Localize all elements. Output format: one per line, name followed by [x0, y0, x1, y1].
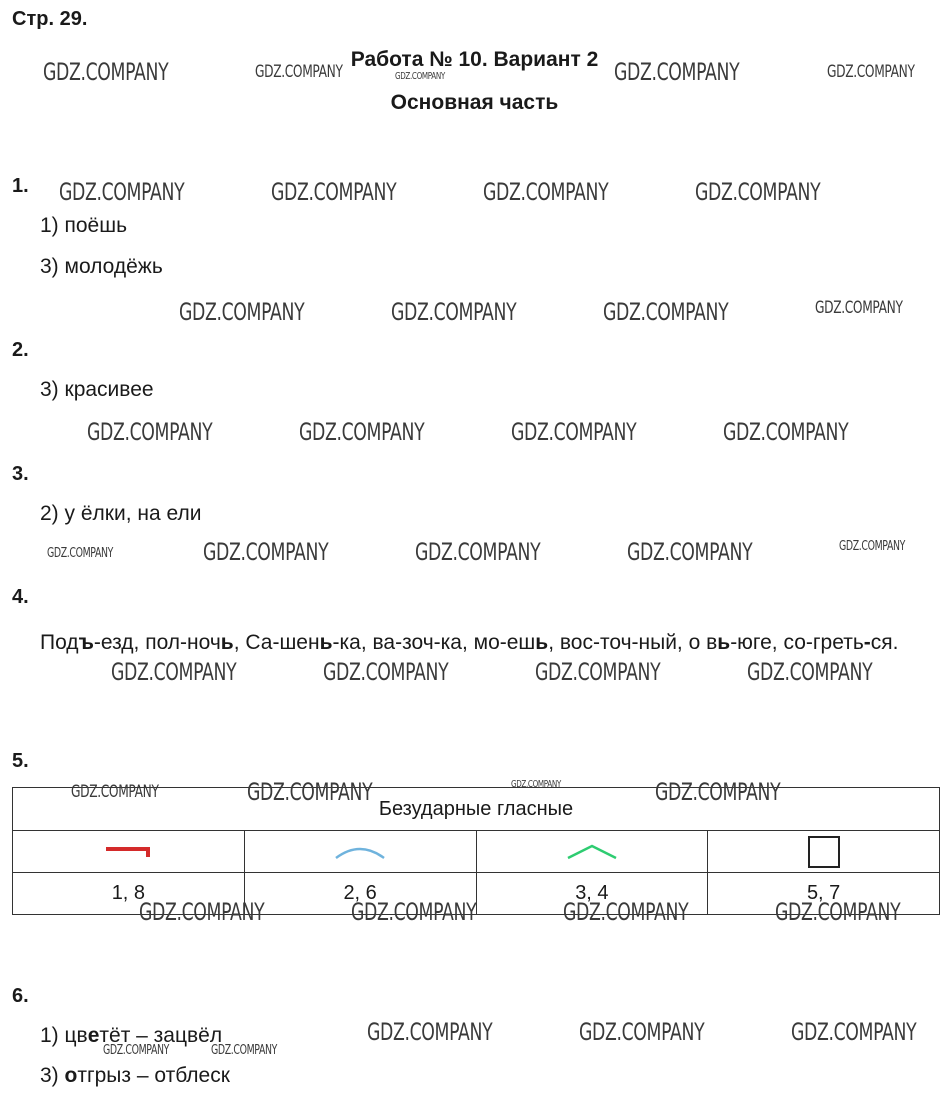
text-fragment: , вос-точ-ный, о в: [548, 631, 718, 654]
task-4-text: [40, 625, 940, 661]
task-3-number: 3.: [12, 463, 29, 485]
highlighted-letter: ь: [535, 631, 549, 654]
task-6-answer-1: 1) цветёт – зацвёл: [40, 1024, 223, 1047]
table-cell-caret: [476, 831, 708, 873]
watermark: GDZ.COMPANY: [211, 1043, 278, 1058]
task-6-answer-2: 3) отгрыз – отблеск: [40, 1064, 230, 1087]
highlighted-letter: -: [863, 631, 871, 654]
task-3-answer-1: 2) у ёлки, на ели: [40, 502, 202, 525]
watermark: GDZ.COMPANY: [747, 658, 873, 686]
watermark: GDZ.COMPANY: [323, 658, 449, 686]
highlighted-letter: ь: [717, 631, 731, 654]
task-1-number: 1.: [12, 175, 29, 197]
watermark: GDZ.COMPANY: [43, 58, 169, 86]
text-fragment: ся.: [870, 631, 899, 654]
root-mark-icon: [106, 847, 150, 857]
watermark: GDZ.COMPANY: [603, 298, 729, 326]
task-2-answer-1: 3) красивее: [40, 378, 154, 401]
page-reference: Стр. 29.: [12, 8, 88, 30]
watermark: GDZ.COMPANY: [247, 778, 373, 806]
watermark: GDZ.COMPANY: [614, 58, 740, 86]
table-cell-arc: [244, 831, 476, 873]
table-header: Безударные гласные: [13, 788, 940, 831]
task-1-answer-2: 3) молодёжь: [40, 255, 163, 278]
task-5-number: 5.: [12, 750, 29, 772]
arc-mark-icon: [333, 844, 387, 860]
watermark: GDZ.COMPANY: [563, 898, 689, 926]
watermark: GDZ.COMPANY: [627, 538, 753, 566]
watermark: GDZ.COMPANY: [511, 779, 561, 790]
watermark: GDZ.COMPANY: [535, 658, 661, 686]
text-fragment: -ка, ва-зоч-ка, мо-еш: [332, 631, 536, 654]
watermark: GDZ.COMPANY: [483, 178, 609, 206]
watermark: GDZ.COMPANY: [415, 538, 541, 566]
text-fragment: , Са-шен: [233, 631, 320, 654]
watermark: GDZ.COMPANY: [47, 546, 114, 561]
page-subtitle: Основная часть: [390, 91, 559, 114]
watermark: GDZ.COMPANY: [203, 538, 329, 566]
page-title: Работа № 10. Вариант 2: [350, 48, 599, 71]
square-mark-icon: [807, 835, 841, 869]
task-6-number: 6.: [12, 985, 29, 1007]
watermark: GDZ.COMPANY: [395, 71, 445, 82]
watermark: GDZ.COMPANY: [723, 418, 849, 446]
watermark: GDZ.COMPANY: [391, 298, 517, 326]
watermark: GDZ.COMPANY: [791, 1018, 917, 1046]
watermark: GDZ.COMPANY: [367, 1018, 493, 1046]
watermark: GDZ.COMPANY: [59, 178, 185, 206]
watermark: GDZ.COMPANY: [139, 898, 265, 926]
watermark: GDZ.COMPANY: [815, 298, 903, 318]
unstressed-vowels-table: [12, 787, 940, 915]
task-4-number: 4.: [12, 586, 29, 608]
watermark: GDZ.COMPANY: [655, 778, 781, 806]
watermark: GDZ.COMPANY: [299, 418, 425, 446]
table-value-1: 1, 8: [13, 873, 245, 915]
watermark: GDZ.COMPANY: [271, 178, 397, 206]
caret-mark-icon: [565, 843, 619, 861]
watermark: GDZ.COMPANY: [827, 62, 915, 82]
watermark: GDZ.COMPANY: [775, 898, 901, 926]
watermark: GDZ.COMPANY: [111, 658, 237, 686]
watermark: GDZ.COMPANY: [71, 782, 159, 802]
table-value-3: 3, 4: [476, 873, 708, 915]
text-fragment: -езд, пол-ноч: [93, 631, 221, 654]
text-fragment: -юге, со-греть: [730, 631, 864, 654]
watermark: GDZ.COMPANY: [695, 178, 821, 206]
watermark: GDZ.COMPANY: [103, 1043, 170, 1058]
watermark: GDZ.COMPANY: [87, 418, 213, 446]
table-value-2: 2, 6: [244, 873, 476, 915]
watermark: GDZ.COMPANY: [255, 62, 343, 82]
task-1-answer-1: 1) поёшь: [40, 214, 128, 237]
watermark: GDZ.COMPANY: [511, 418, 637, 446]
text-fragment: Под: [40, 631, 79, 654]
watermark: GDZ.COMPANY: [351, 898, 477, 926]
highlighted-letter: ь: [319, 631, 333, 654]
highlighted-letter: ь: [220, 631, 234, 654]
highlighted-letter: ъ: [78, 631, 94, 654]
watermark: GDZ.COMPANY: [179, 298, 305, 326]
table-cell-root: [13, 831, 245, 873]
table-cell-square: [708, 831, 940, 873]
task-2-number: 2.: [12, 339, 29, 361]
table-value-4: 5, 7: [708, 873, 940, 915]
watermark: GDZ.COMPANY: [839, 539, 906, 554]
watermark: GDZ.COMPANY: [579, 1018, 705, 1046]
